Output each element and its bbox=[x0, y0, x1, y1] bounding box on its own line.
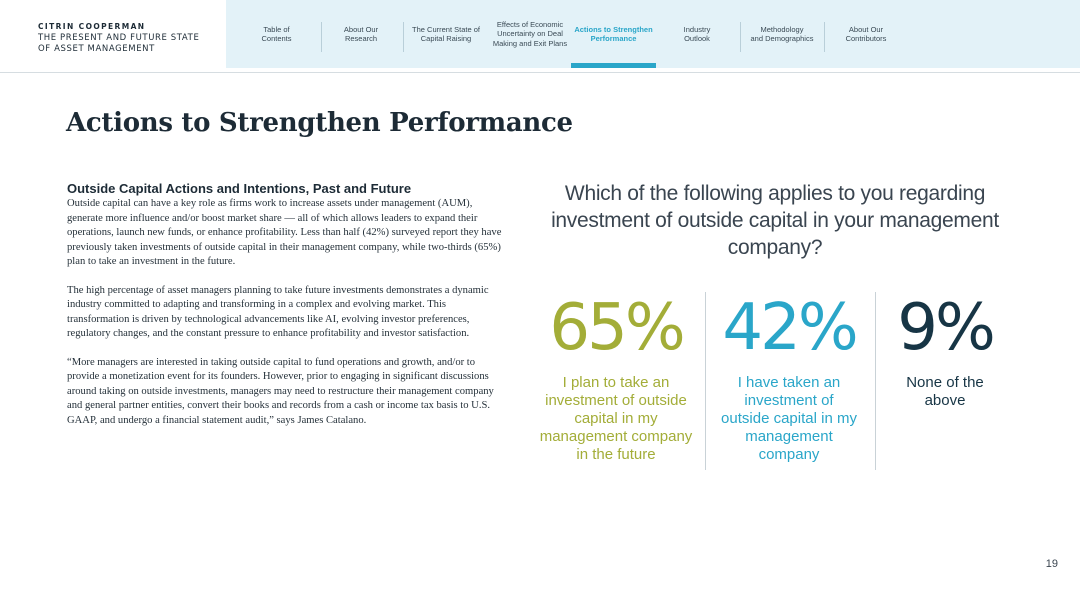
nav-label-line1: The Current State of bbox=[412, 24, 480, 34]
nav-item-table-of-contents[interactable] bbox=[226, 0, 327, 68]
stat-label: I have taken an investment of outside capital in my management company bbox=[721, 374, 857, 463]
brand-block[interactable] bbox=[0, 0, 226, 68]
nav-item-actions-strengthen-performance[interactable] bbox=[571, 0, 656, 68]
nav-label-line2: Outlook bbox=[684, 34, 710, 43]
nav-label-line3: Making and Exit Plans bbox=[492, 38, 568, 48]
page-title: Actions to Strengthen Performance bbox=[66, 108, 573, 138]
stat-divider bbox=[705, 292, 706, 470]
brand-subtitle-line1: THE PRESENT AND FUTURE STATE bbox=[38, 33, 200, 43]
nav-label-line1: Industry bbox=[683, 24, 711, 34]
header-divider bbox=[0, 72, 1080, 73]
nav-label-line1: Actions to Strengthen bbox=[574, 24, 653, 34]
brand-name: CITRIN COOPERMAN bbox=[38, 22, 146, 31]
section-heading: Outside Capital Actions and Intentions, Past and Future bbox=[67, 181, 412, 196]
stat-none bbox=[878, 290, 1012, 410]
paragraph-intro: Outside capital can have a key role as firms work to increase assets under management (AUM), generate more influence and/or boost market share — all of which allows leaders to expand their operations, launch new funds, or enhance profitability. Less than half (42%) surveyed report they have previously taken investments of outside capital in their management company, while two-thirds (65%) plan to take an investment in the future. bbox=[67, 198, 502, 267]
nav-label-line1: Methodology bbox=[760, 24, 804, 34]
nav-label-line1: Table of bbox=[263, 24, 290, 34]
stat-taken-investment bbox=[711, 290, 867, 464]
body-text-column bbox=[67, 181, 503, 428]
survey-question: Which of the following applies to you regarding investment of outside capital in your management company? bbox=[551, 182, 999, 259]
stat-value: 42% bbox=[722, 291, 856, 365]
nav-label-line2: Uncertainty on Deal bbox=[497, 29, 563, 39]
nav-bar bbox=[226, 0, 1080, 68]
header bbox=[0, 0, 1080, 68]
nav-item-about-our-research[interactable] bbox=[322, 0, 400, 68]
nav-label-line1: About Our bbox=[848, 24, 884, 34]
nav-item-current-state-capital-raising[interactable] bbox=[404, 0, 488, 68]
stat-label: None of the above bbox=[906, 374, 984, 409]
paragraph-transformation: The high percentage of asset managers planning to take future investments demonstrates a dynamic industry committed to adapting and transforming in a complex and evolving market. This transformation is driven by technological advancements like AI, evolving investor preferences, regulatory changes, and the constant pressure to enhance profitability and investor satisfaction. bbox=[67, 284, 489, 339]
brand-subtitle-line2: OF ASSET MANAGEMENT bbox=[38, 43, 155, 54]
brand-subtitle bbox=[38, 33, 226, 54]
nav-label-line1: Effects of Economic bbox=[496, 19, 564, 29]
nav-label-line2: and Demographics bbox=[750, 34, 814, 43]
nav-item-about-our-contributors[interactable] bbox=[825, 0, 907, 68]
nav-label-line2: Research bbox=[344, 34, 378, 43]
stat-plan-future bbox=[530, 290, 702, 464]
nav-label-line2: Contents bbox=[261, 34, 292, 43]
nav-label-line2: Capital Raising bbox=[420, 34, 472, 43]
stat-value: 65% bbox=[549, 291, 683, 365]
nav-label-line2: Contributors bbox=[845, 34, 887, 43]
nav-item-industry-outlook[interactable] bbox=[658, 0, 736, 68]
page-number: 19 bbox=[1045, 558, 1058, 570]
nav-label-line1: About Our bbox=[343, 24, 379, 34]
nav-label-line2: Performance bbox=[590, 34, 637, 43]
stat-value: 9% bbox=[897, 291, 993, 365]
nav-item-methodology-demographics[interactable] bbox=[741, 0, 823, 68]
paragraph-quote: “More managers are interested in taking outside capital to fund operations and growth, and/or to provide a monetization event for its founders. However, prior to engaging in significant discussions around taking on outside investments, managers may need to restructure their management company and general partner entities, convert their books and records from a cash or income tax basis to U.S. GAAP, and undergo a financial statement audit,” says James Catalano. bbox=[67, 356, 494, 426]
nav-item-effects-economic-uncertainty[interactable] bbox=[488, 0, 572, 68]
stat-label: I plan to take an investment of outside capital in my management company in the future bbox=[539, 374, 693, 463]
stat-divider bbox=[875, 292, 876, 470]
